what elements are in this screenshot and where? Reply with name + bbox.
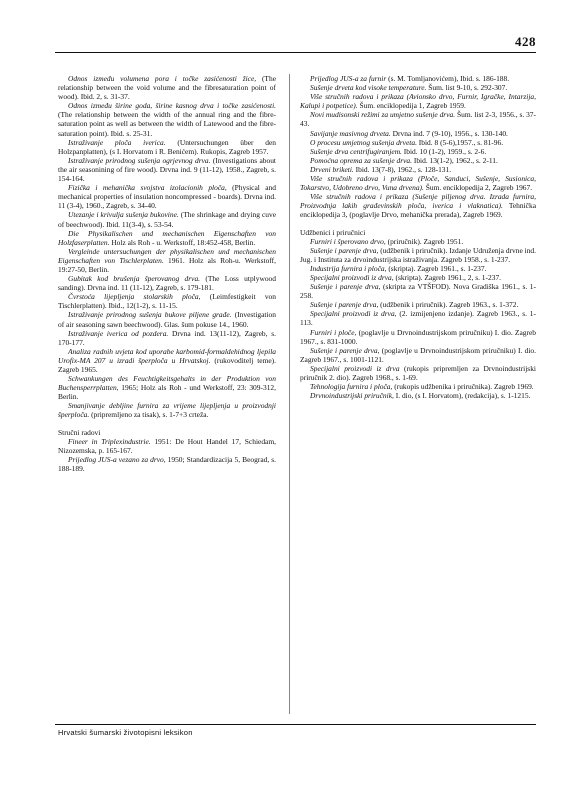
entry-details: (Physical and mechanical properties of insulation noncompressed - boards). Drvna ind. 11 (3-4), 1960., Zagreb, s. 34-40.	[58, 183, 276, 211]
bibliography-entry	[300, 138, 536, 147]
entry-details: (rukovoditelj teme). Zagreb 1965.	[58, 355, 277, 374]
entry-title: Analiza radnih uvjeta kod uporabe karbomid-formaldehidnog ljepila Urofix-MA 207 u izradi šperploča u Hrvatskoj.	[58, 346, 276, 365]
entry-details: Ibid. 13(1-2), 1962., s. 2-11.	[411, 155, 498, 165]
footer-rule	[55, 724, 536, 725]
bibliography-entry	[300, 328, 536, 346]
bibliography-entry	[58, 347, 276, 374]
bibliography-entry	[58, 310, 276, 328]
bibliography-entry	[300, 273, 536, 282]
entry-details: Drvna ind. 7 (9-10), 1956., s. 130-140.	[390, 128, 508, 138]
entry-title: Prijedlog JUS-a za furnir	[310, 74, 387, 83]
bibliography-entry	[58, 401, 276, 419]
entry-title: Fineer in Triplexindustrie.	[68, 436, 151, 446]
bibliography-entry	[300, 92, 536, 110]
left-entries-list-b	[58, 437, 276, 473]
entry-details: (rukopis udžbenika i priručnika). Zagreb 1969.	[392, 382, 534, 392]
bibliography-entry	[300, 83, 536, 92]
entry-details: (pripremljeno za tisak), s. 1-7+3 crteža.	[89, 410, 209, 420]
column-divider	[289, 74, 290, 714]
bibliography-entry	[300, 346, 536, 364]
entry-details: (The Loss utplywood sanding). Drvna ind. 11 (11-12), Zagreb, s. 179-181.	[58, 274, 276, 293]
entry-title: Novi mudisonski režimi za umjetno sušenje drva.	[310, 110, 456, 120]
bibliography-entry	[300, 264, 536, 273]
bibliography-entry	[58, 210, 276, 228]
entry-details: (udžbenik i priručnik). Zagreb 1963., s. 1-372.	[378, 300, 519, 310]
entry-title: Sušenje drveta kod visoke temperature.	[310, 83, 427, 93]
entry-details: (skripta). Zagreb 1961., s. 1-237.	[386, 263, 487, 273]
entry-title: Specijalni proizvodi iz drva,	[310, 309, 397, 319]
entry-details: Drvna ind. 13(11-12), Zagreb, s. 170-177.	[58, 328, 277, 347]
bibliography-entry	[58, 437, 276, 455]
bibliography-entry	[300, 391, 536, 400]
bibliography-entry	[300, 309, 536, 327]
bibliography-entry	[58, 183, 276, 210]
bibliography-entry	[300, 237, 536, 246]
entry-title: Tehnologija furnira i ploča,	[310, 382, 393, 392]
bibliography-entry	[58, 247, 276, 274]
entry-details: 1951: De Hout Handel 17, Schiedam, Nizozemska, p. 165-167.	[58, 436, 276, 455]
bibliography-entry	[58, 138, 276, 156]
bibliography-entry	[300, 147, 536, 156]
entry-details: Šum. list 9-10, s. 292-307.	[426, 83, 508, 93]
entry-details: 1965; Holz als Roh - und Werkstoff, 23: 309-312, Berlin.	[58, 383, 276, 402]
entry-title: Smanjivanje debljine furnira za vrijeme lijepljenja u proizvodnji šperploča.	[58, 401, 276, 420]
entry-details: Holz als Roh - u. Werkstoff, 18:452-458, Berlin.	[109, 237, 256, 247]
entry-title: Drvnoindustrijski priručnik,	[310, 391, 394, 401]
entry-title: Specijalni proizvodi iz drva	[310, 363, 400, 373]
entry-title: Specijalni proizvodi iz drva,	[310, 272, 394, 282]
entry-title: Fizička i mehanička svojstva izolacionih ploča,	[68, 183, 227, 193]
entry-title: Furniri i šperovano drvo,	[310, 236, 386, 246]
entry-details: (udžbenik i priručnik). Izdanje Udruženja drvne ind. Jug. i Instituta za drvoindustrijska istraživanja. Zagreb 1958., s. 1-237.	[300, 245, 536, 264]
entry-title: Sušenje i parenje drva,	[310, 245, 379, 255]
entry-details: 1950; Standardizacija 5, Beograd, s. 188-189.	[58, 454, 276, 473]
bibliography-entry	[300, 129, 536, 138]
entry-details: (2. izmijenjeno izdanje). Zagreb 1963., s. 1-113.	[300, 309, 536, 328]
entry-title: Industrija furnira i ploča,	[310, 263, 387, 273]
entry-details: Šum. list 2-3, 1956., s. 37-43.	[300, 110, 536, 129]
entry-details: (Leimfestigkeit von Tischlerplatten). Ibid., 12(1-2), s. 11-15.	[58, 292, 276, 311]
entry-details: (rukopis pripremljen za Drvnoindustrijski priručnik 2. dio). Zagreb 1968., s. 1-69.	[300, 363, 536, 382]
entry-details: (The shrinkage and drying cuve of beechwood). Ibid. 11(3-4), s. 53-54.	[58, 210, 277, 229]
entry-details: (The relationship between the width of the annual ring and the fibre-saturation point as well as between the width of Latewood and the fibre-saturation point). Ibid. s. 25-31.	[58, 110, 276, 138]
bibliography-entry	[300, 156, 536, 165]
entry-title: Sušenje i parenje drva,	[310, 282, 381, 292]
bibliography-entry	[58, 292, 276, 310]
section-heading-strucni-radovi: Stručni radovi	[58, 427, 101, 437]
entry-details: (s. M. Tomljanovićem), Ibid. s. 186-188.	[386, 74, 510, 83]
entry-title: Istraživanje prirodnog sušenja bukove piljene građe.	[68, 310, 232, 320]
entry-details: Ibid. 10 (1-2), 1959., s. 2-6.	[401, 146, 487, 156]
entry-title: O procesu umjetnog sušenja drveta.	[310, 137, 417, 147]
bibliography-entry	[300, 364, 536, 382]
bibliography-entry	[300, 165, 536, 174]
entry-title: Istraživanje ploča iverica.	[68, 137, 166, 147]
section-heading-udzbenici: Udžbenici i priručnici	[300, 227, 366, 237]
entry-title: Odnos između širine goda, širine kasnog drva i točke zasićenosti.	[68, 101, 276, 111]
right-entries-list	[300, 74, 536, 220]
bibliography-entry	[58, 374, 276, 401]
entry-details: (skripta za VTŠFOD). Nova Gradiška 1961., s. 1-258.	[300, 282, 536, 301]
bibliography-entry	[300, 246, 536, 264]
entry-title: Odnos između volumena pora i točke zasićenosti žice,	[68, 74, 257, 83]
entry-details: Ibid. 13(7-8), 1962., s. 128-131.	[353, 164, 452, 174]
entry-title: Čvrstoća lijepljenja stolarskih ploča,	[68, 292, 201, 302]
entry-title: Drveni briketi.	[310, 164, 354, 174]
entry-title: Više stručnih radova i prikaza (Ploče, Sanduci, Sušenje, Susionica, Tokarstvo, Udobreno drvo, Vuna drvena).	[300, 174, 536, 193]
entry-details: (The relationship between the void volume and the fibresaturation point of wood). Ibid. 2, s. 31-37.	[58, 74, 276, 102]
bibliography-entry	[300, 174, 536, 192]
entry-title: Schwankungen des Feuchtigkeitsgehalts in der Produktion von Buchensperrplatten,	[58, 374, 276, 393]
entry-details: (Investigations about the air seasonining of fire wood). Drvna ind. 9 (11-12), 1958., Zagreb, s. 154-164.	[58, 155, 276, 184]
bibliography-entry	[300, 282, 536, 300]
entry-title: Istraživanje prirodnog sušenja ogrjevnog drva.	[68, 155, 211, 165]
entry-title: Gubitak kod brušenja šperovanog drva.	[68, 274, 201, 284]
entry-title: Die Physikalischen und mechanischen Eigenschaften von Holzfaserplatten.	[58, 228, 276, 247]
bibliography-entry	[300, 192, 536, 219]
entry-title: Istraživanje iverica od pozdera.	[68, 328, 169, 338]
header-rule	[55, 52, 536, 53]
entry-details: (Investigation of air seasoning sawn beechwood). Glas. šum pokuse 14., 1960.	[58, 310, 276, 329]
right-entries-list-b	[300, 237, 536, 401]
bibliography-entry	[58, 455, 276, 473]
bibliography-entry	[58, 329, 276, 347]
entry-details: 1961. Holz als Roh-u. Werkstoff, 19:27-50, Berlin.	[58, 255, 276, 274]
bibliography-entry	[300, 110, 536, 128]
entry-details: (priručnik). Zagreb 1951.	[385, 236, 464, 246]
page-number: 428	[515, 34, 536, 49]
entry-details: Ibid. 8 (5-6),1957., s. 81-96.	[416, 137, 504, 147]
entry-title: Više stručnih radova i prikaza (Avionsko drvo, Furnir, Igračke, Intarzija, Kalupi i potpetice).	[300, 92, 536, 111]
entry-details: Šum. enciklopedija 1, Zagreb 1959.	[357, 101, 466, 111]
entry-details: I. dio, (s I. Horvatom), (redakcija), s. 1-1215.	[393, 391, 531, 401]
entry-details: (poglavlje u Drvnoindustrijskom priručniku) I. dio. Zagreb 1967., s. 1001-1121.	[300, 345, 536, 364]
right-column	[300, 74, 536, 400]
entry-title: Savijanje masivnog drveta.	[310, 128, 391, 138]
entry-title: Furniri i ploče,	[310, 327, 357, 337]
left-column	[58, 74, 276, 473]
bibliography-entry	[58, 156, 276, 183]
entry-details: Šum. enciklopedija 2, Zagreb 1967.	[423, 183, 533, 193]
left-entries-list	[58, 74, 276, 420]
entry-title: Utezanje i krivulja sušenja bukovine.	[68, 210, 179, 220]
bibliography-entry	[58, 101, 276, 137]
bibliography-entry	[300, 300, 536, 309]
bibliography-entry	[300, 382, 536, 391]
footer-text: Hrvatski šumarski životopisni leksikon	[58, 728, 193, 737]
entry-details: (poglavlje u Drvnoindustrijskom priručniku) I. dio. Zagreb 1967., s. 831-1000.	[300, 327, 536, 346]
bibliography-entry	[58, 274, 276, 292]
entry-details: (skripta). Zagreb 1961., 2, s. 1-237.	[393, 272, 502, 282]
bibliography-entry	[58, 229, 276, 247]
entry-title: Više stručnih radova i prikaza (Sušenje piljenog drva. Izrada furnira, Proizvodnja lakih građevinskih ploča, iverica i vlaknatica).	[300, 192, 536, 211]
entry-title: Sušenje drva centrifugiranjem.	[310, 146, 402, 156]
entry-details: Tehnička enciklopedija 3, (poglavlje Drvo, mehanička prerada), Zagreb 1969.	[300, 201, 536, 220]
entry-title: Vergleinde untersuchungen der physikalischen und mechanischen Eigenschaften von Tischlerplaten.	[58, 246, 276, 265]
bibliography-entry	[58, 74, 276, 101]
entry-title: Sušenje i parenje drva,	[310, 300, 379, 310]
bibliography-entry	[300, 74, 536, 83]
entry-title: Prijedlog JUS-a vezano za drvo,	[68, 454, 166, 464]
entry-title: Pomoćna oprema za sušenje drva.	[310, 155, 412, 165]
entry-details: (Untersuchungen über den Holzpanplatten), (s I. Horvatom i R. Benićem). Rukopis, Zagreb 1957.	[58, 137, 276, 156]
entry-title: Sušenje i parenje drva,	[310, 345, 380, 355]
